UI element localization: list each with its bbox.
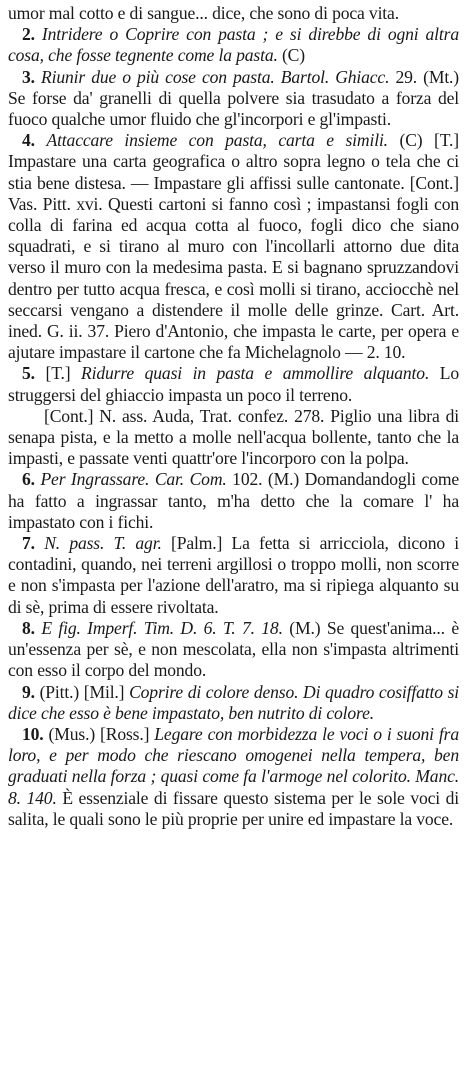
entry-source: (C) xyxy=(281,45,305,66)
entry-definition: Legare con morbidezza le voci o i suoni fra loro, e per modo che riescano omogenei nella tempera, ben graduati nella forza ; quasi come fa l'armoge nel colorito. Manc. 8. 140. xyxy=(8,723,459,808)
entry-definition: E fig. Imperf. Tim. D. 6. T. 7. 18. xyxy=(41,617,283,638)
entry-text: (C) [T.] Impastare una carta geografica o altro sopra legno o tela che ci stia bene distesa. — Impastare gli affissi sulle cantonate. [Cont.] Vas. Pitt. xvi. Questi cartoni si fanno così ; impastansi fogli con colla di farina ed acqua cotta al fuoco, fogli dico che siano squadrati, e si tirano al muro con l'incollarli attorno due dita verso il muro con la medesima pasta. E si bagnano spruzzandovi dentro per tutto acqua fresca, e così molli si tirano, acciocchè nel seccarsi vengano a distendere il molle delle grinze. Cart. Art. ined. G. ii. 37. Piero d'Antonio, che impasta le carte, per opera e ajutare impastare il cartone che fa Michelagnolo — 2. 10. xyxy=(8,130,460,363)
entry-source: Car. Com. xyxy=(154,469,227,490)
entry-5 xyxy=(8,363,459,405)
entry-number: 10. xyxy=(22,723,44,744)
entry-number: 8. xyxy=(22,617,35,638)
entry-5-cont: [Cont.] N. ass. Auda, Trat. confez. 278. Piglio una libra di senapa pista, e la metto a molle nell'acqua bollente, tanto che la impasti, e passate venti quattr'ore l'incorporo con la polpa. xyxy=(8,405,459,469)
entry-text: Lo struggersi del ghiaccio impasta un poco il terreno. xyxy=(8,363,460,405)
entry-9 xyxy=(8,682,459,724)
entry-definition: Ridurre quasi in pasta e ammollire alquanto. xyxy=(81,363,430,384)
entry-3 xyxy=(8,67,459,131)
entry-number: 2. xyxy=(22,24,35,45)
entry-10 xyxy=(8,724,459,830)
entry-text: 102. (M.) Domandandogli come ha fatto a ingrassar tanto, m'ha detto che la comare l' ha impastato con i fichi. xyxy=(8,469,460,532)
entry-7 xyxy=(8,533,459,618)
entry-tag: (Mus.) [Ross.] xyxy=(48,723,150,744)
entry-definition: Attaccare insieme con pasta, carta e simili. xyxy=(46,130,388,151)
entry-4 xyxy=(8,130,459,363)
entry-definition: Coprire di colore denso. Di quadro cosiffatto si dice che esso è bene impastato, ben nutrito di colore. xyxy=(8,681,460,723)
entry-number: 5. xyxy=(22,363,35,384)
entry-2 xyxy=(8,24,459,66)
entry-definition: Riunir due o più cose con pasta. xyxy=(41,66,275,87)
entry-definition: Per Ingrassare. xyxy=(40,469,150,490)
entry-number: 9. xyxy=(22,681,35,702)
entry-number: 3. xyxy=(22,66,35,87)
entry-tag: (Pitt.) [Mil.] xyxy=(39,681,125,702)
entry-number: 6. xyxy=(22,469,35,490)
entry-continuation: umor mal cotto e di sangue... dice, che sono di poca vita. xyxy=(8,3,399,23)
entry-8 xyxy=(8,618,459,682)
entry-definition: Intridere o Coprire con pasta ; e si direbbe di ogni altra cosa, che fosse tegnente come la pasta. xyxy=(8,24,459,66)
entry-text: (M.) Se quest'anima... è un'essenza per sè, e non mescolata, ella non s'impasta altrimenti con esso il corpo del mondo. xyxy=(8,617,460,681)
entry-text: [Palm.] La fetta si arricciola, dicono i contadini, quando, nei terreni argillosi o troppo molli, non scorre e non s'impasta per l'azione dell'aratro, ma si ripiega alquanto su di sè, prima di essere rivoltata. xyxy=(8,533,460,617)
entry-text: È essenziale di fissare questo sistema per le sole voci di salita, le quali sono le più proprie per unire ed impastare la voce. xyxy=(8,787,459,829)
entry-tag: [T.] xyxy=(45,363,71,384)
entry-number: 4. xyxy=(22,130,35,151)
entry-definition: N. pass. T. agr. xyxy=(44,533,162,554)
entry-text: 29. (Mt.) Se forse da' granelli di quella polvere sia trasudato a forza del fuoco qualche umor fluido che gl'incorpori e gl'impasti. xyxy=(8,66,460,130)
entry-number: 7. xyxy=(22,533,35,554)
entry-source: Bartol. Ghiacc. xyxy=(280,66,390,87)
entry-6 xyxy=(8,469,459,533)
